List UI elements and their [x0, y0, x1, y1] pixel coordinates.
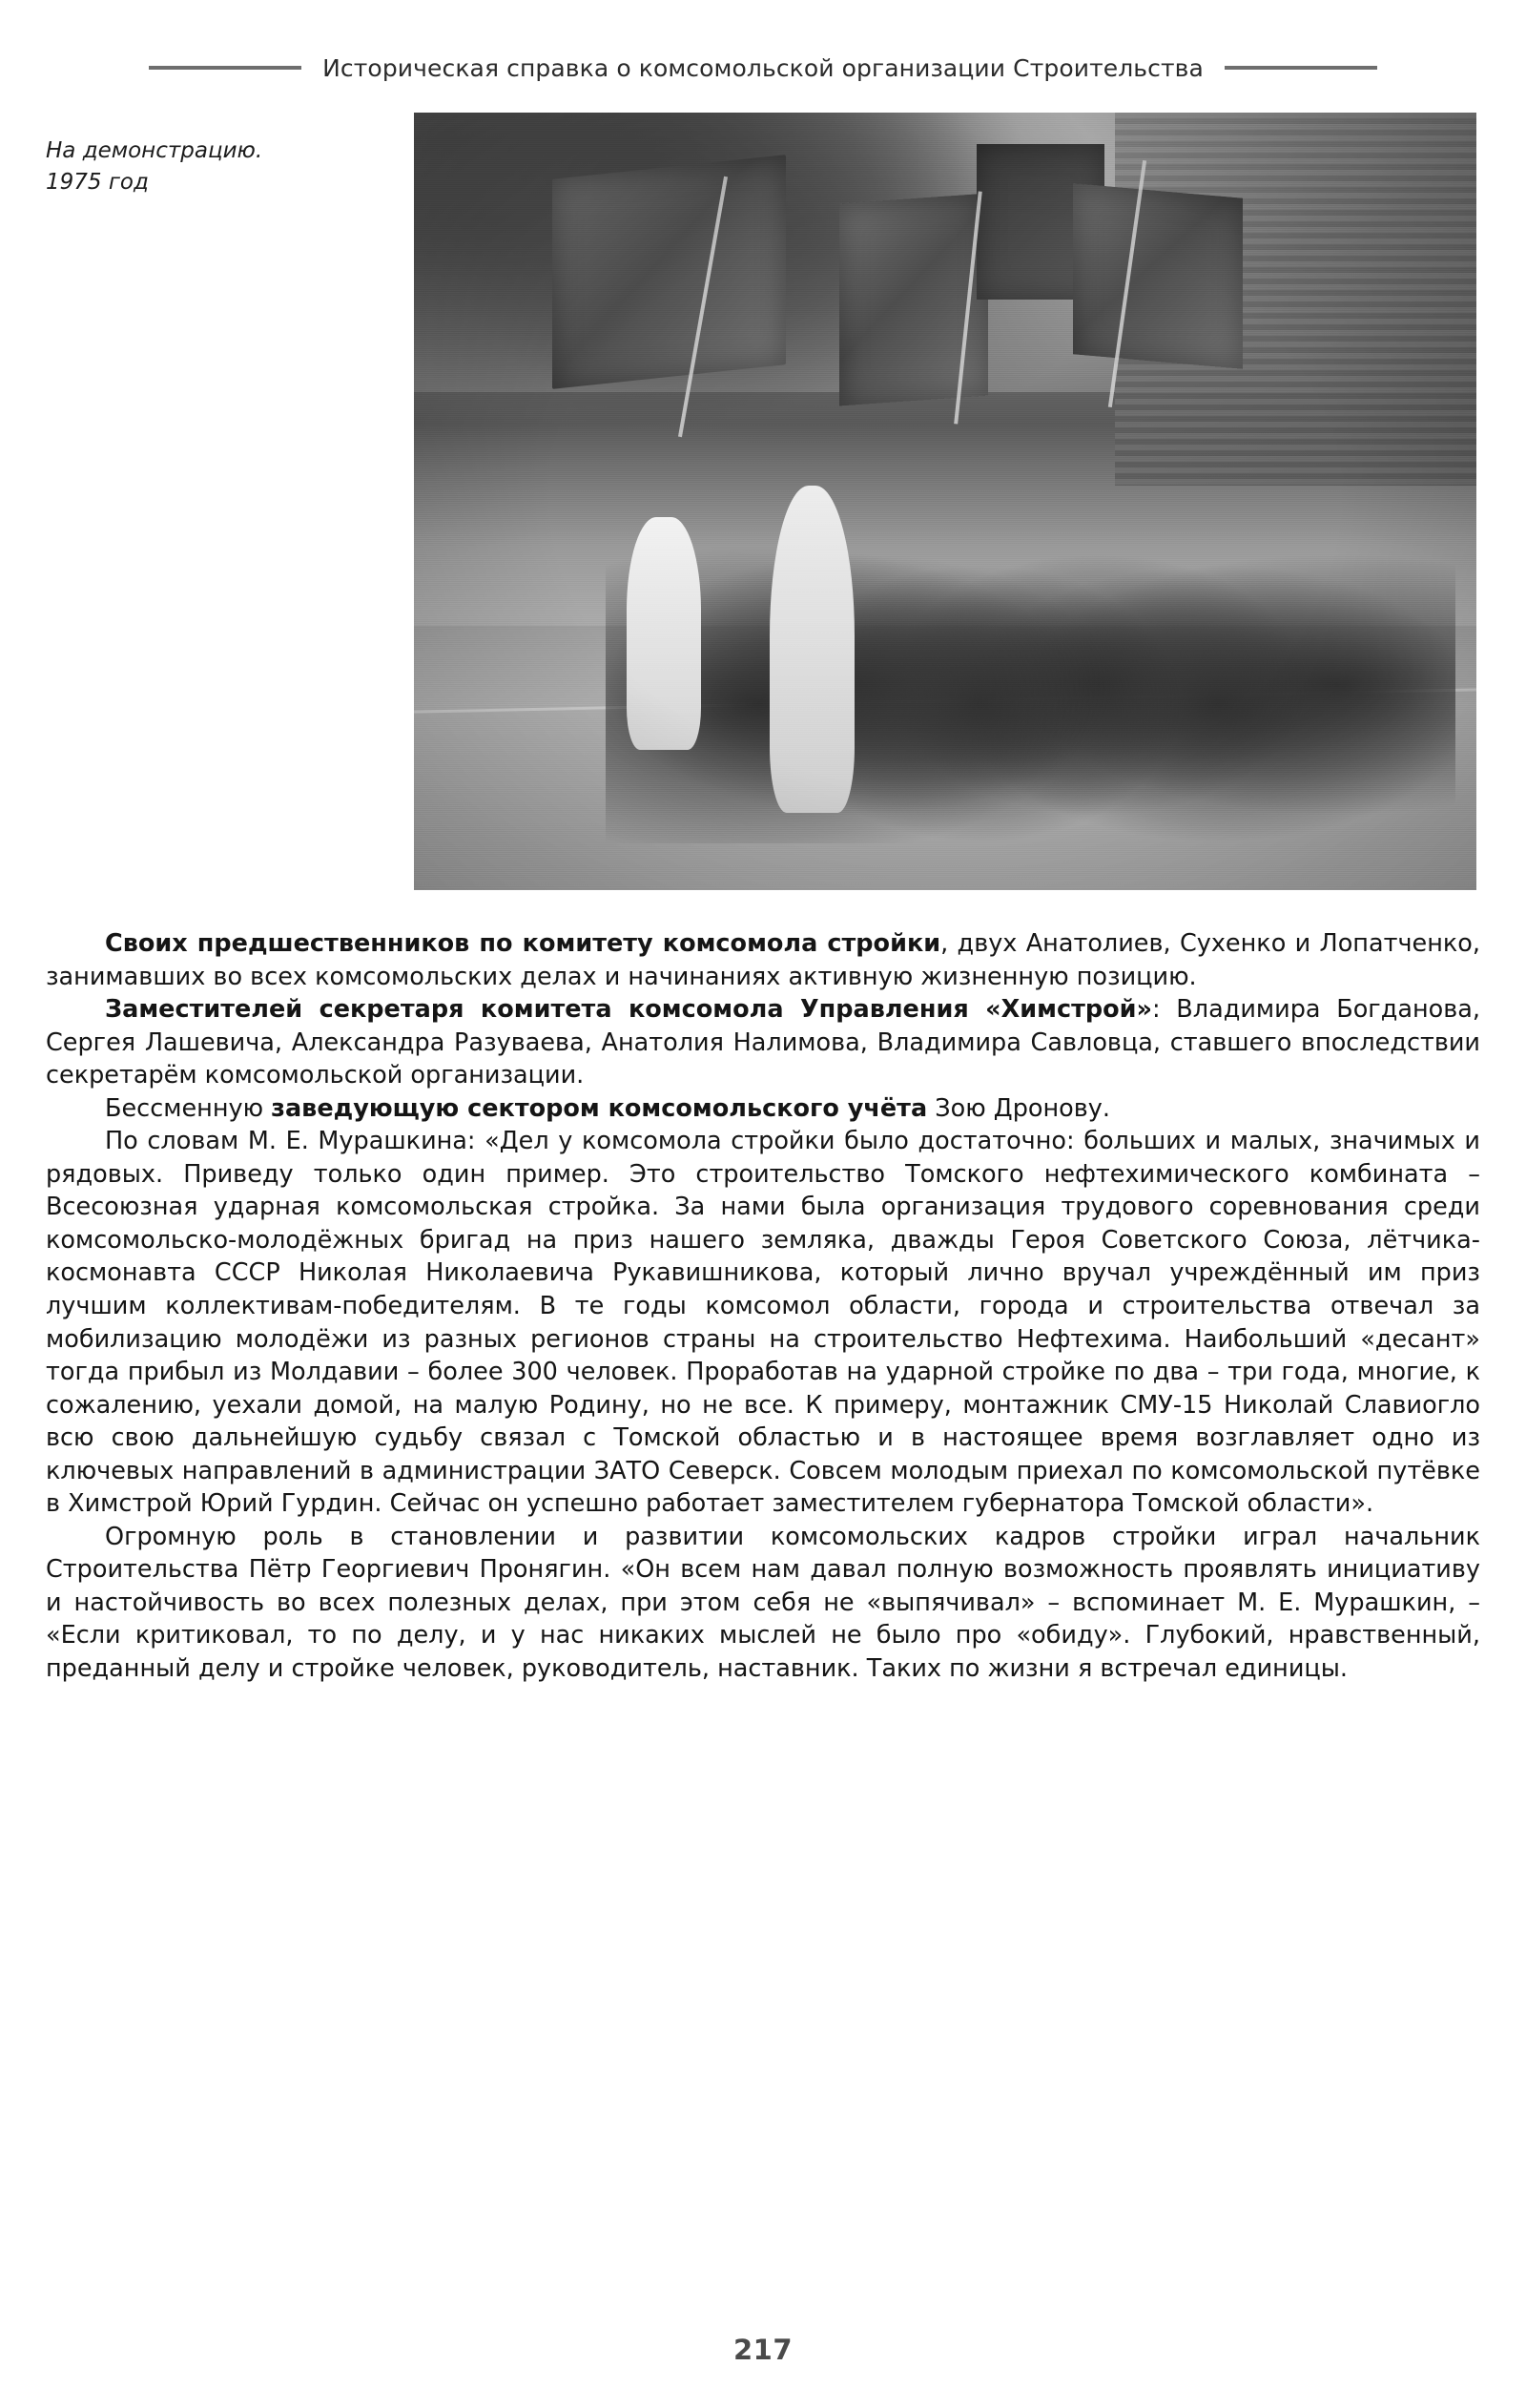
photo-illustration — [414, 113, 1476, 890]
body-text — [46, 927, 1480, 1686]
header-rule-right — [1225, 66, 1377, 70]
paragraph-3-end: Зою Дронову. — [927, 1093, 1110, 1123]
paragraph-3 — [46, 1092, 1480, 1126]
paragraph-1 — [46, 927, 1480, 993]
paragraph-3-start: Бессменную — [105, 1093, 272, 1123]
paragraph-3-emphasis: заведующую сектором комсомольского учёта — [271, 1093, 928, 1123]
figure-photo — [414, 113, 1476, 890]
page-number: 217 — [732, 2334, 794, 2366]
paragraph-2-lead: Заместителей секретаря комитета комсомола Управления «Химстрой» — [105, 995, 1152, 1025]
figure-block — [46, 113, 1480, 914]
paragraph-1-rest: , двух Анатолиев, Сухенко и Лопатченко, занимавших во всех комсомольских делах и начинаниях активную жизненную позицию. — [46, 929, 1480, 991]
paragraph-1-lead: Своих предшественников по комитету комсомола стройки — [105, 929, 941, 958]
paragraph-2 — [46, 993, 1480, 1092]
figure-caption: На демонстрацию. 1975 год — [46, 138, 263, 195]
paragraph-4: По словам М. Е. Мурашкина: «Дел у комсомола стройки было достаточно: больших и малых, значимых и рядовых. Приведу только один пример. Это строительство Томского нефтехимического комбината – Всесоюзная ударная комсомольская стройка. За нами была организация трудового соревнования среди комсомольско-молодёжных бригад на приз нашего земляка, дважды Героя Советского Союза, лётчика-космонавта СССР Николая Николаевича Рукавишникова, который лично вручал учреждённый им приз лучшим коллективам-победителям. В те годы комсомол области, города и строительства отвечал за мобилизацию молодёжи из разных регионов страны на строительство Нефтехима. Наибольший «десант» тогда прибыл из Молдавии – более 300 человек. Проработав на ударной стройке по два – три года, многие, к сожалению, уехали домой, на малую Родину, но не все. К примеру, монтажник СМУ-15 Николай Славиогло всю свою дальнейшую судьбу связал с Томской областью и в настоящее время возглавляет одно из ключевых направлений в администрации ЗАТО Северск. Совсем молодым приехал по комсомольской путёвке в Химстрой Юрий Гурдин. Сейчас он успешно работает заместителем губернатора Томской области». — [46, 1127, 1480, 1519]
paragraph-2-rest: : Владимира Богданова, Сергея Лашевича, Александра Разуваева, Анатолия Налимова, Владимира Савловца, ставшего впоследствии секретарём комсомольской организации. — [46, 995, 1480, 1090]
photo-grain — [414, 113, 1476, 890]
paragraph-5: Огромную роль в становлении и развитии комсомольских кадров стройки играл начальник Строительства Пётр Георгиевич Пронягин. «Он всем нам давал полную возможность проявлять инициативу и настойчивость во всех полезных делах, при этом себя не «выпячивал» – вспоминает М. Е. Мурашкин, – «Если критиковал, то по делу, и у нас никаких мыслей не было про «обиду». Глубокий, нравственный, преданный делу и стройке человек, руководитель, наставник. Таких по жизни я встречал единицы. — [46, 1522, 1480, 1684]
header-title: Историческая справка о комсомольской организации Строительства — [322, 53, 1204, 82]
running-header — [46, 0, 1480, 90]
header-rule-left — [149, 66, 301, 70]
